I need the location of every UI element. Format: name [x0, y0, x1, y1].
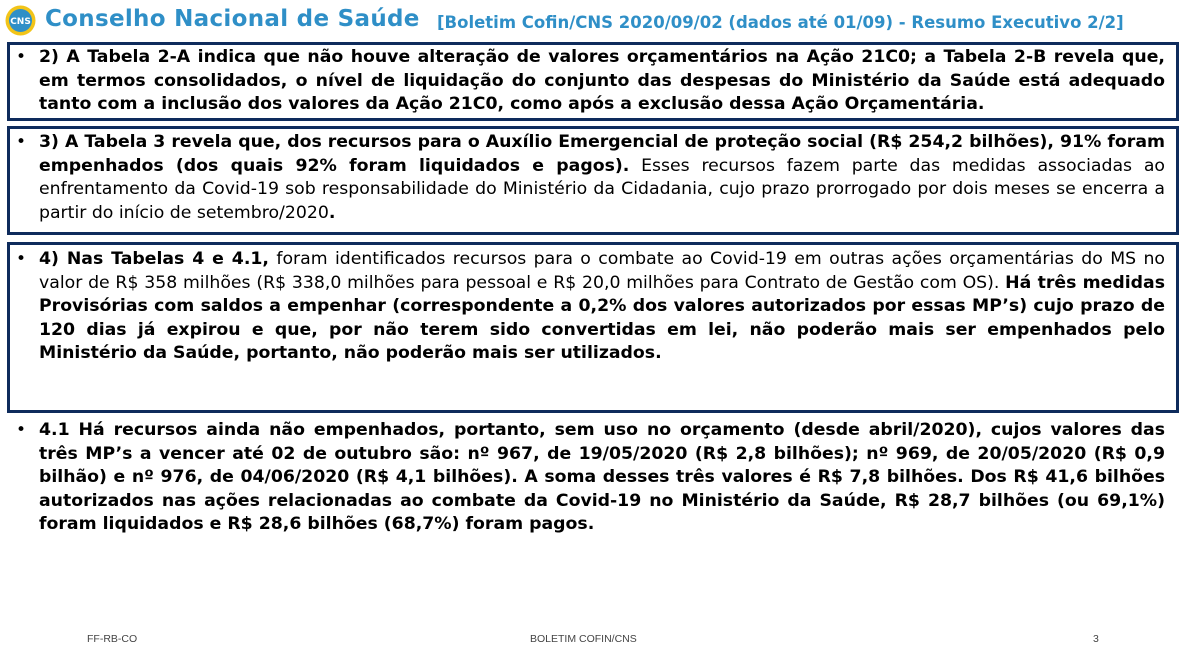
page-number: 3 — [1093, 633, 1099, 645]
item-2-bold: 2) A Tabela 2-A indica que não houve alteração de valores orçamentários na Ação 21C0; a Tabela 2-B revela que, em termos consolidados, o nível de liquidação do conjunto das despesas do Ministério da Saúde está adequado tanto com a inclusão dos valores da Ação 21C0, como após a exclusão dessa Ação Orçamentária. — [39, 47, 1165, 114]
item-4-text — [39, 248, 1165, 366]
page-title: Conselho Nacional de Saúde — [45, 6, 420, 32]
footer-left: FF-RB-CO — [87, 633, 138, 645]
header — [0, 0, 1188, 40]
page-subtitle: [Boletim Cofin/CNS 2020/09/02 (dados até 01/09) - Resumo Executivo 2/2] — [437, 13, 1124, 32]
item-3-bold-end: . — [328, 202, 336, 223]
item-3-text — [39, 131, 1165, 225]
bullet-3: • — [16, 132, 27, 152]
item-4-normal: foram identificados recursos para o combate ao Covid-19 em outras ações orçamentárias do MS no valor de R$ 358 milhões (R$ 338,0 milhões para pessoal e R$ 20,0 milhões para Contrato de Gestão com OS). — [39, 249, 1165, 293]
bullet-4: • — [16, 249, 27, 269]
bullet-4-1: • — [16, 420, 27, 440]
item-4-bold-end: Há três medidas Provisórias com saldos a empenhar (correspondente a 0,2% dos valores autorizados por essas MP’s) cujo prazo de 120 dias já expirou e que, por não terem sido convertidas em lei, não poderão mais ser empenhados pelo Ministério da Saúde, portanto, não poderão mais ser utilizados. — [39, 272, 1165, 363]
footer-center: BOLETIM COFIN/CNS — [530, 633, 637, 645]
logo-text: CNS — [10, 17, 31, 27]
item-4-1-bold: 4.1 Há recursos ainda não empenhados, portanto, sem uso no orçamento (desde abril/2020), cujos valores das três MP’s a vencer até 02 de outubro são: nº 967, de 19/05/2020 (R$ 2,8 bilhões); nº 969, de 20/05/2020 (R$ 0,9 bilhão) e nº 976, de 04/06/2020 (R$ 4,1 bilhões). A soma desses três valores é R$ 7,8 bilhões. Dos R$ 41,6 bilhões autorizados nas ações relacionadas ao combate da Covid-19 no Ministério da Saúde, R$ 28,7 bilhões (ou 69,1%) foram liquidados e R$ 28,6 bilhões (68,7%) foram pagos. — [39, 420, 1165, 534]
item-4-1-text — [39, 419, 1165, 537]
item-4-bold: 4) Nas Tabelas 4 e 4.1, — [39, 249, 269, 269]
bullet-2: • — [16, 47, 27, 67]
item-3-bold: 3) A Tabela 3 revela que, dos recursos para o Auxílio Emergencial de proteção social (R$ 254,2 bilhões), 91% foram empenhados (dos quais 92% foram liquidados e pagos). — [39, 132, 1165, 176]
item-3-normal: Esses recursos fazem parte das medidas associadas ao enfrentamento da Covid-19 sob responsabilidade do Ministério da Cidadania, cujo prazo prorrogado por dois meses se encerra a partir do início de setembro/2020 — [39, 155, 1165, 223]
item-2-text — [39, 46, 1165, 117]
cns-logo-icon — [4, 4, 37, 37]
